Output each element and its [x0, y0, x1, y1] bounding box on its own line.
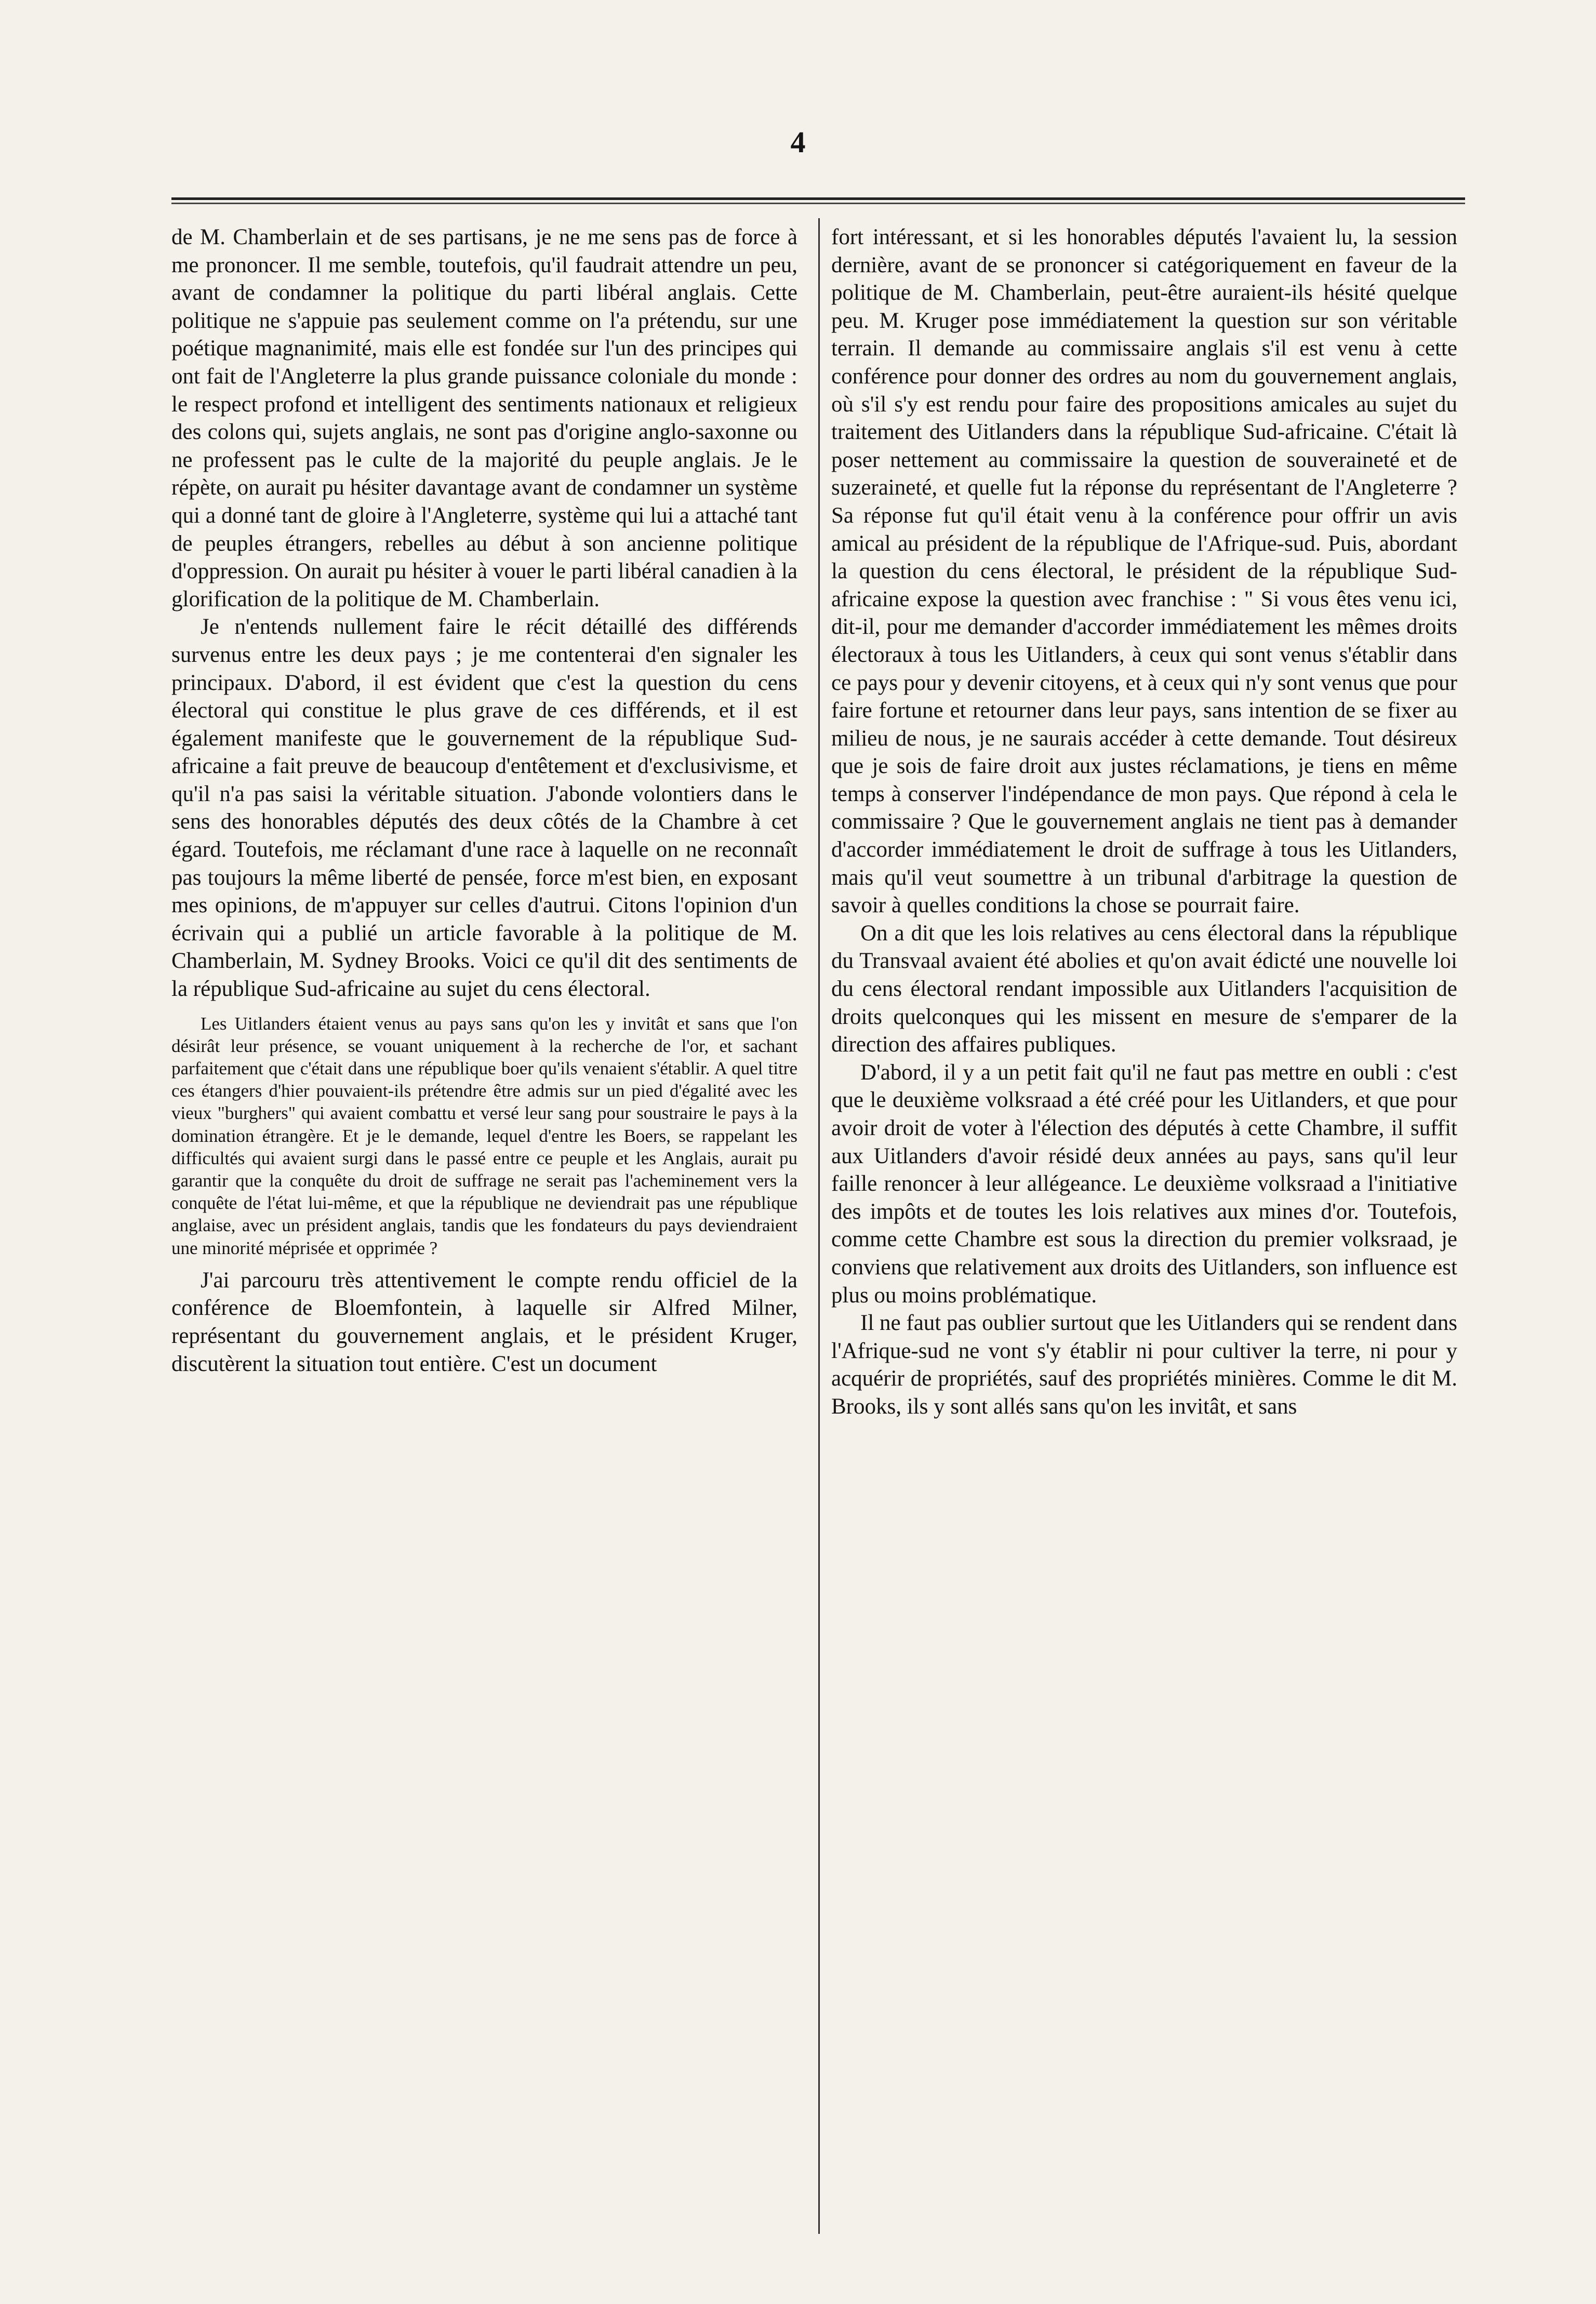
right-column	[831, 223, 1457, 2239]
block-quote: Les Uitlanders étaient venus au pays sans qu'on les y invitât et sans que l'on désirât leur présence, se vouant uniquement à la recherche de l'or, et sachant parfaitement que c'était dans une république boer qu'ils venaient s'établir. A quel titre ces étangers d'hier pouvaient-ils prétendre être admis sur un pied d'égalité avec les vieux "burghers" qui avaient combattu et versé leur sang pour soustraire le pays à la domination étrangère. Et je le demande, lequel d'entre les Boers, se rappelant les difficultés qui avaient surgi dans le passé entre ce peuple et les Anglais, aurait pu garantir que la conquête du droit de suffrage ne serait pas l'acheminement vers la conquête de l'état lui-même, et que la république ne deviendrait pas une république anglaise, avec un président anglais, tandis que les fondateurs du pays deviendraient une minorité méprisée et opprimée ?	[171, 1013, 797, 1258]
page-number: 4	[790, 125, 806, 159]
right-paragraph-1: fort intéressant, et si les honorables députés l'avaient lu, la session dernière, avant de se prononcer si catégoriquement en faveur de la politique de M. Chamberlain, peut-être auraient-ils hésité quelque peu. M. Kruger pose immédiatement la question sur son véritable terrain. Il demande au commissaire anglais s'il est venu à cette conférence pour donner des ordres au nom du gouvernement anglais, où s'il s'y est rendu pour faire des propositions amicales au sujet du traitement des Uitlanders dans la république Sud-africaine. C'était là poser nettement au commissaire la question de souveraineté et de suzeraineté, et quelle fut la réponse du représentant de l'Angleterre ? Sa réponse fut qu'il était venu à la conférence pour offrir un avis amical au président de la république de l'Afrique-sud. Puis, abordant la question du cens électoral, le président de la république Sud-africaine expose la question avec franchise : " Si vous êtes venu ici, dit-il, pour me demander d'accorder immédiatement les mêmes droits électoraux à tous les Uitlanders, à ceux qui sont venus s'établir dans ce pays pour y devenir citoyens, et à ceux qui n'y sont venus que pour faire fortune et retourner dans leur pays, sans intention de se fixer au milieu de nous, je ne saurais accéder à cette demande. Tout désireux que je sois de faire droit aux justes réclamations, je tiens en même temps à conserver l'indépendance de mon pays. Que répond à cela le commissaire ? Que le gouvernement anglais ne tient pas à demander d'accorder immédiatement le droit de suffrage à tous les Uitlanders, mais qu'il veut soumettre à un tribunal d'arbitrage la question de savoir à quelles conditions la chose se pourrait faire.	[831, 225, 1457, 918]
left-column	[171, 223, 797, 2239]
left-paragraph-3: J'ai parcouru très attentivement le compte rendu officiel de la conférence de Bloemfontein, à laquelle sir Alfred Milner, représentant du gouvernement anglais, et le président Kruger, discutèrent la situation tout entière. C'est un document	[171, 1268, 797, 1376]
column-divider	[818, 218, 820, 2234]
right-paragraph-3: D'abord, il y a un petit fait qu'il ne faut pas mettre en oubli : c'est que le deuxième volksraad a été créé pour les Uitlanders, et que pour avoir droit de voter à l'élection des députés à cette Chambre, il suffit aux Uitlanders d'avoir résidé deux années au pays, sans qu'il leur faille renoncer à leur allégeance. Le deuxième volksraad a l'initiative des impôts et de toutes les lois relatives aux mines d'or. Toutefois, comme cette Chambre est sous la direction du premier volksraad, je conviens que relativement aux droits des Uitlanders, son influence est plus ou moins problématique.	[831, 1060, 1457, 1308]
right-paragraph-4: Il ne faut pas oublier surtout que les Uitlanders qui se rendent dans l'Afrique-sud ne vont s'y établir ni pour cultiver la terre, ni pour y acquérir de propriétés, sauf des propriétés minières. Comme le dit M. Brooks, ils y sont allés sans qu'on les invitât, et sans	[831, 1311, 1457, 1419]
right-paragraph-2: On a dit que les lois relatives au cens électoral dans la république du Transvaal avaient été abolies et qu'on avait édicté une nouvelle loi du cens électoral rendant impossible aux Uitlanders l'acquisition de droits quelconques qui les missent en mesure de s'emparer de la direction des affaires publiques.	[831, 921, 1457, 1057]
left-paragraph-2: Je n'entends nullement faire le récit détaillé des différends survenus entre les deux pays ; je me contenterai d'en signaler les principaux. D'abord, il est évident que c'est la question du cens électoral qui constitue le plus grave de ces différends, et il est également manifeste que le gouvernement de la république Sud-africaine a fait preuve de beaucoup d'entêtement et d'exclusivisme, et qu'il n'a pas saisi la véritable situation. J'abonde volontiers dans le sens des honorables députés des deux côtés de la Chambre à cet égard. Toutefois, me réclamant d'une race à laquelle on ne reconnaît pas toujours la même liberté de pensée, force m'est bien, en exposant mes opinions, de m'appuyer sur celles d'autrui. Citons l'opinion d'un écrivain qui a publié un article favorable à la politique de M. Chamberlain, M. Sydney Brooks. Voici ce qu'il dit des sentiments de la république Sud-africaine au sujet du cens électoral.	[171, 615, 797, 1002]
left-paragraph-1: de M. Chamberlain et de ses partisans, je ne me sens pas de force à me prononcer. Il me semble, toutefois, qu'il faudrait attendre un peu, avant de condamner la politique du parti libéral anglais. Cette politique ne s'appuie pas seulement comme on l'a prétendu, sur une poétique magnanimité, mais elle est fondée sur l'un des principes qui ont fait de l'Angleterre la plus grande puissance coloniale du monde : le respect profond et intelligent des sentiments nationaux et religieux des colons qui, sujets anglais, ne sont pas d'origine anglo-saxonne ou ne professent pas le culte de la majorité du peuple anglais. Je le répète, on aurait pu hésiter davantage avant de condamner un système qui a donné tant de gloire à l'Angleterre, système qui lui a attaché tant de peuples étrangers, rebelles au début à son ancienne politique d'oppression. On aurait pu hésiter à vouer le parti libéral canadien à la glorification de la politique de M. Chamberlain.	[171, 225, 797, 611]
header-rule	[171, 197, 1465, 204]
